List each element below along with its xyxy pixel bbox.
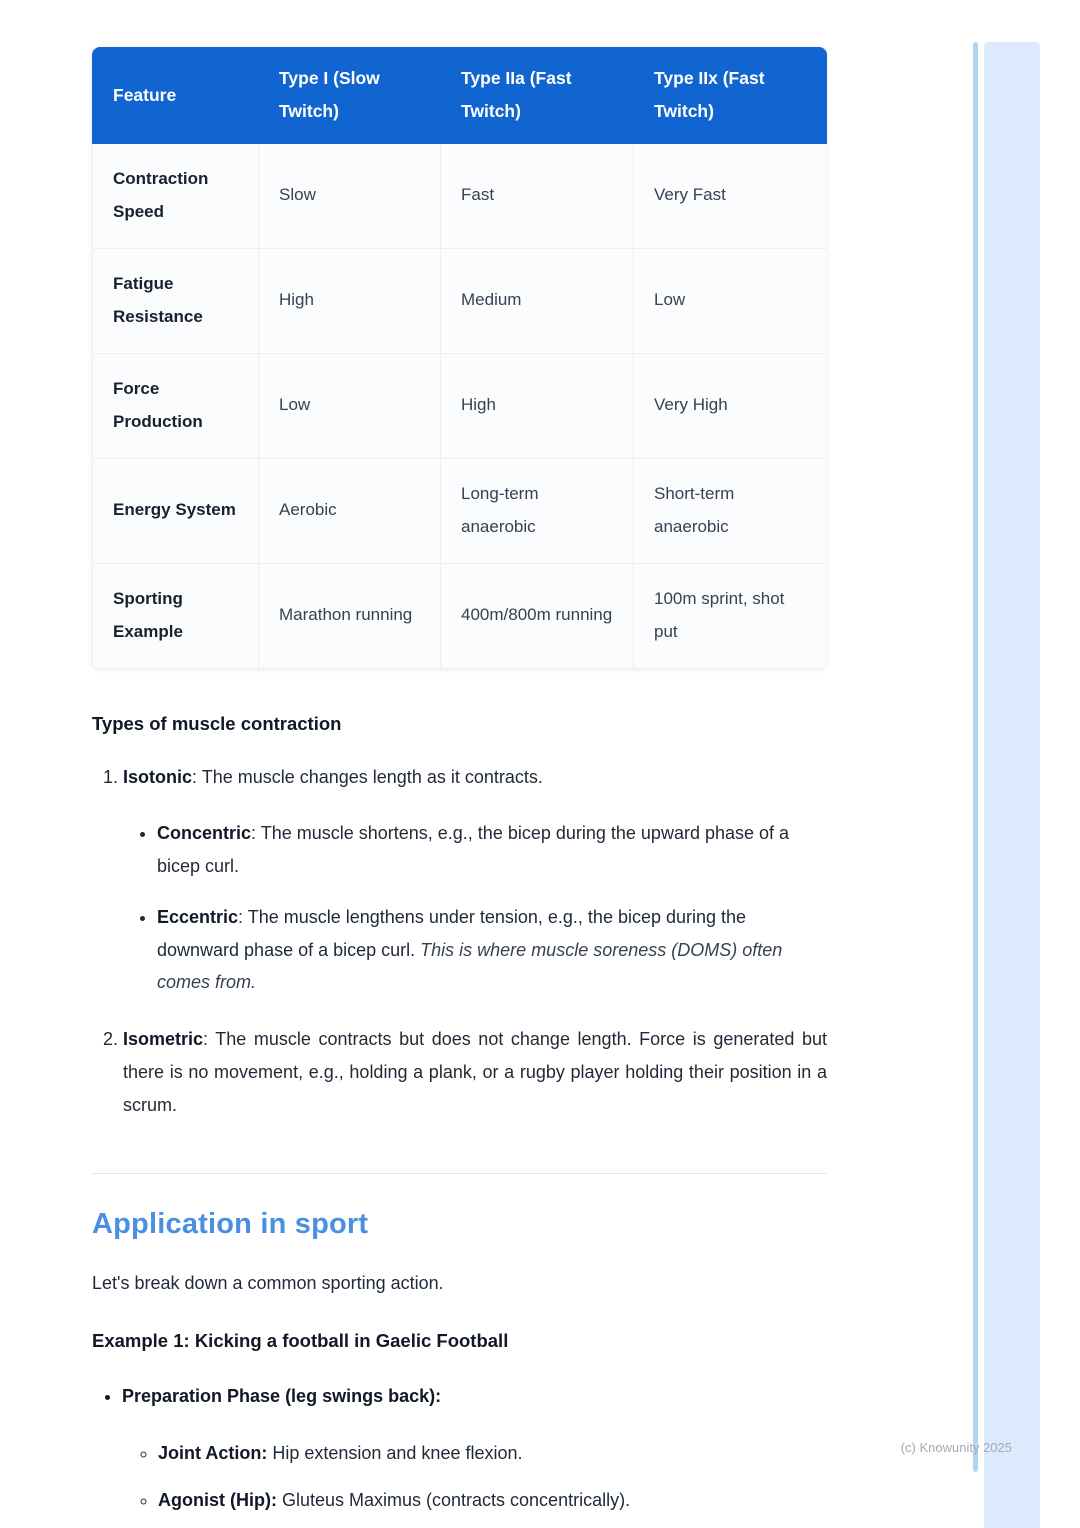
table-cell: Long-term anaerobic (441, 458, 634, 563)
table-cell: Aerobic (259, 458, 441, 563)
list-item-preparation-phase (122, 1380, 827, 1516)
example-title: Example 1: Kicking a football in Gaelic Football (92, 1330, 509, 1351)
list-item-joint-action (158, 1437, 827, 1470)
eccentric-note: This is where muscle soreness (DOMS) often comes from. (157, 939, 783, 993)
table-header-type2a: Type IIa (Fast Twitch) (441, 48, 634, 144)
table-row (93, 563, 828, 668)
application-list (92, 1380, 827, 1516)
list-item-agonist-hip (158, 1484, 827, 1517)
concentric-text: : The muscle shortens, e.g., the bicep during the upward phase of a bicep curl. (157, 823, 790, 876)
preparation-sublist (122, 1437, 827, 1517)
table-cell: Slow (259, 143, 441, 248)
table-cell: Very High (634, 353, 828, 458)
list-item-eccentric (157, 901, 827, 999)
scrollbar-track (984, 42, 1040, 1528)
list-item-isotonic (123, 761, 827, 1000)
table-cell-feature: Energy System (93, 458, 259, 563)
isotonic-term: Isotonic (123, 766, 193, 787)
preparation-phase-label: Preparation Phase (leg swings back): (122, 1386, 442, 1406)
table-cell: Very Fast (634, 143, 828, 248)
eccentric-text: : The muscle lengthens under tension, e.g., the bicep during the downward phase of a bicep curl. (157, 906, 747, 960)
muscle-fiber-table (92, 47, 827, 669)
contraction-section-heading: Types of muscle contraction (92, 712, 342, 734)
agonist-hip-term: Agonist (Hip): (158, 1489, 277, 1510)
table-cell-feature: Contraction Speed (93, 143, 259, 248)
application-intro: Let's break down a common sporting action. (92, 1273, 444, 1294)
table-row (93, 248, 828, 353)
table-cell: Marathon running (259, 563, 441, 668)
table-row (93, 458, 828, 563)
table-cell-feature: Force Production (93, 353, 259, 458)
table-cell: 400m/800m running (441, 563, 634, 668)
isotonic-text: : The muscle changes length as it contracts. (192, 766, 543, 787)
isotonic-sublist (123, 817, 827, 999)
table-cell: Low (259, 353, 441, 458)
table-cell: Low (634, 248, 828, 353)
table-header-type2x: Type IIx (Fast Twitch) (634, 48, 828, 144)
table-header-feature: Feature (93, 48, 259, 144)
table-cell: 100m sprint, shot put (634, 563, 828, 668)
table-cell: High (441, 353, 634, 458)
joint-action-term: Joint Action: (158, 1442, 268, 1463)
isometric-text: : The muscle contracts but does not change length. Force is generated but there is no movement, e.g., holding a plank, or a rugby player holding their position in a scrum. (123, 1029, 827, 1115)
table-header-row (93, 48, 828, 144)
scrollbar-thumb[interactable] (973, 42, 978, 1472)
list-item-isometric (123, 1023, 827, 1121)
isometric-term: Isometric (123, 1029, 204, 1049)
list-item-concentric (157, 817, 827, 883)
table-cell-feature: Fatigue Resistance (93, 248, 259, 353)
page-content (92, 47, 827, 1516)
eccentric-term: Eccentric (157, 906, 239, 927)
table-header-type1: Type I (Slow Twitch) (259, 48, 441, 144)
table-cell-feature: Sporting Example (93, 563, 259, 668)
table-row (93, 143, 828, 248)
joint-action-text: Hip extension and knee flexion. (267, 1442, 523, 1463)
table-cell: High (259, 248, 441, 353)
table-cell: Medium (441, 248, 634, 353)
application-section-heading: Application in sport (92, 1208, 369, 1241)
contraction-types-list (92, 761, 827, 1122)
table-row (93, 353, 828, 458)
table-cell: Fast (441, 143, 634, 248)
agonist-hip-text: Gluteus Maximus (contracts concentrically). (276, 1489, 631, 1510)
concentric-term: Concentric (157, 823, 252, 844)
table-cell: Short-term anaerobic (634, 458, 828, 563)
section-divider (92, 1173, 827, 1174)
copyright-notice: (c) Knowunity 2025 (900, 1440, 1012, 1455)
